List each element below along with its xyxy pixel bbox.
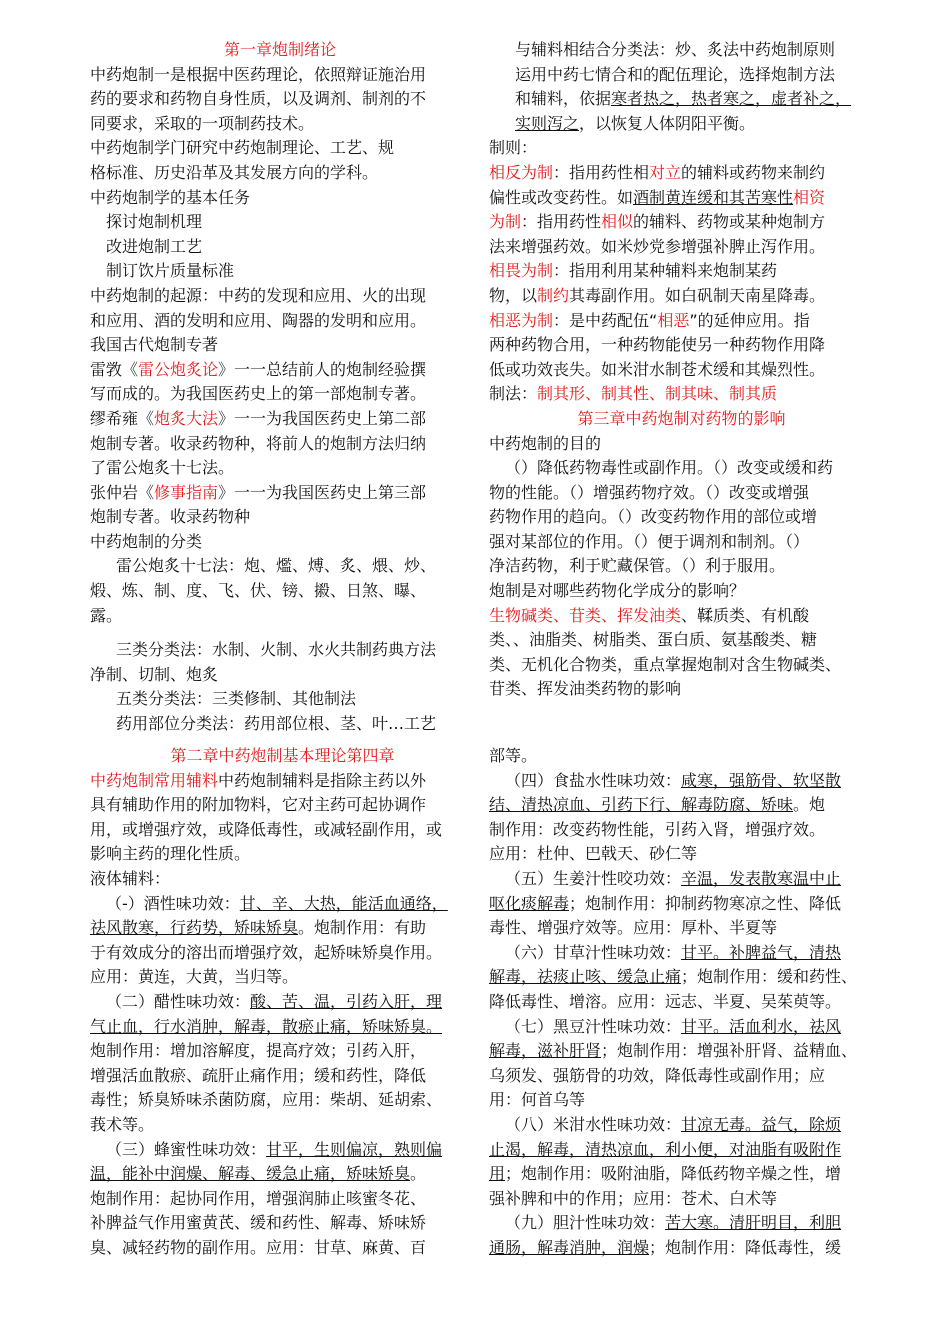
text-line	[489, 892, 874, 917]
highlight-term: 中药炮制常用辅料	[90, 770, 219, 790]
text-line	[90, 818, 475, 843]
chapter-heading	[90, 744, 475, 769]
text-line	[489, 284, 874, 309]
text-segment: 煅、炼、制、度、飞、伏、镑、摋、日煞、曝、	[90, 581, 427, 601]
text-segment: 制订饮片质量标准	[106, 261, 235, 281]
underlined-text: 通肠，解毒消肿，润燥	[489, 1237, 650, 1257]
text-line	[489, 505, 874, 530]
text-segment: 改进炮制工艺	[106, 236, 203, 256]
text-segment: 物的性能。（）增强药物疗效。（）改变或增强	[489, 482, 810, 502]
text-line	[90, 112, 470, 137]
text-line	[489, 628, 874, 653]
text-segment: 强对某部位的作用。（）便于调剂和制剂。（）	[489, 531, 810, 551]
highlight-term: 修事指南	[154, 482, 219, 502]
highlight-term: 对立	[649, 162, 682, 182]
text-line	[90, 1236, 475, 1261]
text-segment: ；炮制作用：抑制药物寒凉之性、降低	[569, 893, 842, 913]
highlight-term: 相恶	[657, 310, 690, 330]
text-segment: 中药炮制一是根据中医药理论，依照辩证施治用	[90, 64, 427, 84]
text-segment: 第二章中药炮制基本理论第四章	[170, 746, 395, 765]
highlight-term: 相畏为制	[489, 261, 554, 281]
text-segment: 炮制作用：起协同作用，增强润肺止咳蜜冬花、	[90, 1188, 427, 1208]
text-line	[489, 941, 874, 966]
underlined-text: 止渴，解毒，清热凉血，利小便，对油脂有吸附作	[489, 1139, 842, 1159]
text-line	[90, 965, 475, 990]
text-line	[90, 505, 470, 530]
underlined-text: 呕化痰解毒	[489, 893, 570, 913]
text-line	[489, 210, 874, 235]
text-line	[489, 604, 874, 629]
highlight-term: 相资	[793, 187, 826, 207]
text-segment: 物，以	[489, 285, 538, 305]
underlined-text: 用	[489, 1164, 506, 1184]
text-segment: ：指用利用某种辅料来炮制某药	[553, 261, 778, 281]
underlined-text: 结、清热凉血、引药下行、解毒防腐、矫味	[489, 795, 794, 815]
text-segment: 毒性、增强疗效等。应用：厚朴、半夏等	[489, 918, 778, 938]
text-line	[90, 990, 475, 1015]
text-segment: 第一章炮制绪论	[223, 40, 336, 59]
text-segment: 部等。	[489, 746, 538, 765]
text-segment: 药的要求和药物自身性质，以及调剂、制剂的不	[90, 89, 427, 109]
text-line	[489, 1162, 874, 1187]
text-line	[90, 136, 470, 161]
text-segment: 中药炮制辅料是指除主药以外	[218, 770, 427, 790]
underlined-text: 祛风散寒，行药势，矫味矫臭	[90, 918, 299, 938]
text-segment: 具有辅助作用的附加物料，它对主药可起协调作	[90, 795, 427, 815]
text-segment: 。	[410, 1164, 427, 1184]
highlight-term: 生物碱类、苷类、挥发油类	[489, 605, 682, 625]
text-line	[90, 1064, 475, 1089]
text-segment: 两种药物合用，一种药物能使另一种药物作用降	[489, 335, 826, 355]
underlined-text: 辛温，发表散寒温中止	[681, 868, 842, 888]
text-segment: 和应用、酒的发明和应用、陶器的发明和应用。	[90, 310, 427, 330]
text-segment: （五）生姜汁性咬功效：	[505, 868, 682, 888]
text-line	[90, 382, 470, 407]
text-line	[90, 481, 470, 506]
text-line	[90, 638, 470, 663]
text-segment: （四）食盐水性味功效：	[505, 770, 682, 790]
text-line	[90, 769, 475, 794]
text-segment: 写而成的。为我国医药史上的第一部炮制专著。	[90, 384, 427, 404]
text-segment: 药物作用的趋向。（）改变药物作用的部位或增	[489, 507, 818, 527]
text-segment: ；炮制作用：降低毒性，缓	[649, 1237, 842, 1257]
text-segment: ：指用药性相	[553, 162, 650, 182]
text-line	[90, 530, 470, 555]
text-line	[489, 235, 874, 260]
chapter-heading	[90, 38, 470, 63]
underlined-text: 甘平。活血利水，祛风	[681, 1016, 842, 1036]
text-line	[489, 1211, 874, 1236]
text-segment: 其毒副作用。如白矾制天南星降毒。	[569, 285, 826, 305]
text-segment: 格标准、历史沿革及其发展方向的学科。	[90, 162, 379, 182]
highlight-term: 炮炙大法	[154, 408, 219, 428]
text-segment: 、鞣质类、有机酸	[681, 605, 810, 625]
text-segment: 雷敩《	[90, 359, 139, 379]
highlight-term: 相恶为制	[489, 310, 554, 330]
text-segment: （九）胆汁性味功效：	[505, 1213, 666, 1233]
blank-line	[90, 628, 470, 638]
text-segment: （二）醋性味功效：	[106, 991, 251, 1011]
chapter-heading	[489, 407, 874, 432]
underlined-text: 温，能补中润燥、解毒、缓急止痛，矫味矫臭	[90, 1164, 411, 1184]
text-line	[489, 38, 874, 63]
text-line	[90, 432, 470, 457]
text-line	[90, 842, 475, 867]
text-line	[90, 663, 470, 688]
text-segment: 中药炮制的分类	[90, 531, 203, 551]
text-line	[90, 1211, 475, 1236]
text-line	[489, 1088, 874, 1113]
text-segment: 强补脾和中的作用；应用：苍术、白术等	[489, 1188, 778, 1208]
text-segment: 和辅料，依据	[515, 89, 612, 109]
underlined-text: 甘平，生则偏凉，熟则偏	[266, 1139, 443, 1159]
text-line	[489, 677, 874, 702]
text-line	[489, 481, 874, 506]
text-line	[90, 358, 470, 383]
text-line	[489, 793, 874, 818]
highlight-term: 为制	[489, 212, 522, 232]
text-segment: 应用：杜仲、巴戟天、砂仁等	[489, 844, 698, 864]
text-line	[489, 333, 874, 358]
text-line	[489, 432, 874, 457]
text-segment: 。炮制作用：有助	[298, 918, 427, 938]
text-segment: （-）酒性味功效：	[106, 893, 240, 913]
text-line	[90, 1088, 475, 1113]
text-line	[90, 867, 475, 892]
text-line	[489, 818, 874, 843]
text-line	[489, 769, 874, 794]
text-segment: 。炮	[793, 795, 826, 815]
text-segment: 偏性或改变药性。如	[489, 187, 634, 207]
text-line	[90, 259, 470, 284]
text-segment: （六）甘草汁性味功效：	[505, 942, 682, 962]
underlined-text: 酸、苦、温，引药入肝，理	[250, 991, 443, 1011]
text-line	[489, 1039, 874, 1064]
text-line	[90, 161, 470, 186]
text-line	[90, 579, 470, 604]
text-segment: 炮制作用：增加溶解度，提高疗效；引药入肝，	[90, 1041, 427, 1061]
text-line	[489, 530, 874, 555]
bottom-right-column	[489, 744, 874, 1260]
text-line	[90, 892, 475, 917]
text-line	[489, 965, 874, 990]
highlight-term: 相反为制	[489, 162, 554, 182]
text-segment: 制作用：改变药物性能，引药入肾，增强疗效。	[489, 819, 826, 839]
text-segment: ；炮制作用：缓和药性、	[681, 967, 858, 987]
underlined-text: 甘平。补脾益气，清热	[681, 942, 842, 962]
text-segment: （八）米泔水性味功效：	[505, 1114, 682, 1134]
text-segment: 净洁药物，利于贮藏保管。（）利于服用。	[489, 556, 786, 576]
highlight-term: 雷公炮炙论	[138, 359, 219, 379]
text-segment: 三类分类法：水制、火制、水火共制药典方法	[116, 640, 437, 660]
underlined-text: 气止血，行水消肿，解毒，散瘀止痛，矫味矫臭。	[90, 1016, 443, 1036]
text-line	[90, 210, 470, 235]
text-line	[489, 136, 874, 161]
text-segment: 雷公炮炙十七法：炮、爁、煿、炙、煨、炒、	[116, 556, 437, 576]
text-segment: 用，或增强疗效，或降低毒性，或减轻副作用，或	[90, 819, 443, 839]
text-line	[90, 456, 470, 481]
underlined-text: 甘凉无毒。益气，除烦	[681, 1114, 842, 1134]
text-line	[90, 235, 470, 260]
text-segment: 露。	[90, 605, 123, 625]
text-segment: 制法：	[489, 384, 538, 404]
text-line	[90, 554, 470, 579]
highlight-term: 制其形、制其性、制其味、制其质	[537, 384, 778, 404]
text-line	[90, 1113, 475, 1138]
text-line	[489, 382, 874, 407]
underlined-text: 咸寒，强筋骨、软坚散	[681, 770, 842, 790]
text-segment: 》一一为我国医药史上第二部	[218, 408, 427, 428]
text-line	[90, 793, 475, 818]
text-segment: 应用：黄连，大黄，当归等。	[90, 967, 299, 987]
text-line	[489, 1113, 874, 1138]
text-line	[90, 1138, 475, 1163]
text-line	[489, 112, 874, 137]
underlined-text: 解毒，祛痰止咳、缓急止痛	[489, 967, 682, 987]
text-line	[90, 407, 470, 432]
text-segment: 莪术等。	[90, 1114, 155, 1134]
text-line	[489, 1138, 874, 1163]
text-line	[90, 186, 470, 211]
text-segment: 增强活血散瘀、疏肝止痛作用；缓和药性，降低	[90, 1065, 427, 1085]
text-segment: 毒性；矫臭矫味杀菌防腐，应用：柴胡、延胡索、	[90, 1090, 443, 1110]
text-line	[489, 186, 874, 211]
text-line	[489, 456, 874, 481]
text-segment: 运用中药七情合和的配伍理论，选择炮制方法	[515, 64, 836, 84]
text-segment: 与辅料相结合分类法：炒、炙法中药炮制原则	[515, 40, 836, 59]
text-line	[90, 63, 470, 88]
text-segment: 低或功效丧失。如米泔水制苍术缓和其燥烈性。	[489, 359, 826, 379]
text-line	[90, 87, 470, 112]
text-segment: 类、无机化合物类，重点掌握炮制对含生物碱类、	[489, 654, 842, 674]
text-segment: 降低毒性、增溶。应用：远志、半夏、吴茱萸等。	[489, 991, 842, 1011]
text-line	[489, 259, 874, 284]
text-segment: 五类分类法：三类修制、其他制法	[116, 689, 357, 709]
text-segment: 于有效成分的溶出而增强疗效，起矫味矫臭作用。	[90, 942, 443, 962]
text-segment: 影响主药的理化性质。	[90, 844, 251, 864]
text-segment: 苷类、挥发油类药物的影响	[489, 679, 682, 699]
text-line	[489, 579, 874, 604]
text-line	[90, 1187, 475, 1212]
highlight-term: 制约	[537, 285, 570, 305]
top-left-column	[90, 38, 470, 737]
text-segment: ；炮制作用：增强补肝肾、益精血、	[601, 1041, 858, 1061]
text-line	[489, 1064, 874, 1089]
text-line	[90, 309, 470, 334]
underlined-text: 解毒，滋补肝肾	[489, 1041, 602, 1061]
text-line	[90, 284, 470, 309]
text-segment: 同要求，采取的一项制药技术。	[90, 113, 315, 133]
underlined-text: 苦大寒。清肝明目，利胆	[665, 1213, 842, 1233]
text-segment: 我国古代炮制专著	[90, 335, 219, 355]
text-line	[489, 867, 874, 892]
text-segment: 中药炮制学的基本任务	[90, 187, 251, 207]
text-segment: 炮制专著。收录药物种	[90, 507, 251, 527]
text-segment: ；炮制作用：吸附油脂，降低药物辛燥之性，增	[505, 1164, 842, 1184]
text-segment: 中药炮制的起源：中药的发现和应用、火的出现	[90, 285, 427, 305]
text-line	[489, 1187, 874, 1212]
text-line	[489, 87, 874, 112]
bottom-left-column	[90, 744, 475, 1260]
text-segment: 用：何首乌等	[489, 1090, 586, 1110]
text-segment: ：指用药性	[521, 212, 602, 232]
text-segment: 类、、油脂类、树脂类、蛋白质、氨基酸类、糖	[489, 630, 818, 650]
text-segment: 臭、减轻药物的副作用。应用：甘草、麻黄、百	[90, 1237, 427, 1257]
text-segment: 净制、切制、炮炙	[90, 664, 219, 684]
text-line	[90, 1015, 475, 1040]
text-line	[90, 333, 470, 358]
text-line	[489, 63, 874, 88]
underlined-text: 酒制黄连缓和其苦寒性	[633, 187, 794, 207]
text-line	[90, 916, 475, 941]
text-line	[90, 712, 470, 737]
top-right-column	[489, 38, 874, 702]
text-line	[90, 604, 470, 629]
text-segment: 》一一为我国医药史上第三部	[218, 482, 427, 502]
text-segment: 张仲岩《	[90, 482, 155, 502]
text-line	[489, 554, 874, 579]
text-segment: ：是中药配伍“	[553, 310, 658, 330]
text-line	[489, 1236, 874, 1261]
underlined-text: 甘、辛、大热，能活血通络，	[239, 893, 448, 913]
text-line	[489, 990, 874, 1015]
text-segment: 补脾益气作用蜜黄芪、缓和药性、解毒、矫味矫	[90, 1213, 427, 1233]
text-segment: 》一一总结前人的炮制经验撰	[218, 359, 427, 379]
text-segment: 的辅料、药物或某种炮制方	[633, 212, 826, 232]
text-line	[90, 1039, 475, 1064]
text-segment: ”的延伸应用。指	[689, 310, 810, 330]
text-line	[489, 653, 874, 678]
text-line	[90, 687, 470, 712]
text-line	[489, 309, 874, 334]
text-line	[489, 161, 874, 186]
text-segment: （三）蜂蜜性味功效：	[106, 1139, 267, 1159]
text-segment: 了雷公炮炙十七法。	[90, 458, 235, 478]
text-segment: 中药炮制学门研究中药炮制理论、工艺、规	[90, 138, 395, 158]
text-segment: 法来增强药效。如米炒党参增强补脾止泻作用。	[489, 236, 826, 256]
underlined-text: 寒者热之，热者寒之，虚者补之，	[611, 89, 852, 109]
text-line	[489, 1015, 874, 1040]
text-segment: 探讨炮制机理	[106, 212, 203, 232]
text-line	[489, 916, 874, 941]
text-segment: （）降低药物毒性或副作用。（）改变或缓和药	[505, 458, 834, 478]
highlight-term: 相似	[601, 212, 634, 232]
text-segment: 制则：	[489, 138, 538, 158]
text-line	[90, 941, 475, 966]
text-segment: 液体辅料：	[90, 868, 171, 888]
underlined-text: 实则泻之	[515, 113, 580, 133]
text-line	[90, 1162, 475, 1187]
text-line	[489, 358, 874, 383]
text-segment: 炮制专著。收录药物种，将前人的炮制方法归纳	[90, 433, 427, 453]
text-segment: 第三章中药炮制对药物的影响	[577, 408, 786, 428]
text-segment: 的辅料或药物来制约	[681, 162, 826, 182]
text-segment: 乌须发、强筋骨的功效，降低毒性或副作用；应	[489, 1065, 826, 1085]
text-segment: 炮制是对哪些药物化学成分的影响？	[489, 581, 746, 601]
text-segment: 药用部位分类法：药用部位根、茎、叶…工艺	[116, 714, 437, 734]
text-line	[489, 842, 874, 867]
text-segment: 缪希雍《	[90, 408, 155, 428]
text-segment: 中药炮制的目的	[489, 433, 602, 453]
text-line	[489, 744, 874, 769]
text-segment: （七）黑豆汁性味功效：	[505, 1016, 682, 1036]
text-segment: ，以恢复人体阴阳平衡。	[579, 113, 756, 133]
